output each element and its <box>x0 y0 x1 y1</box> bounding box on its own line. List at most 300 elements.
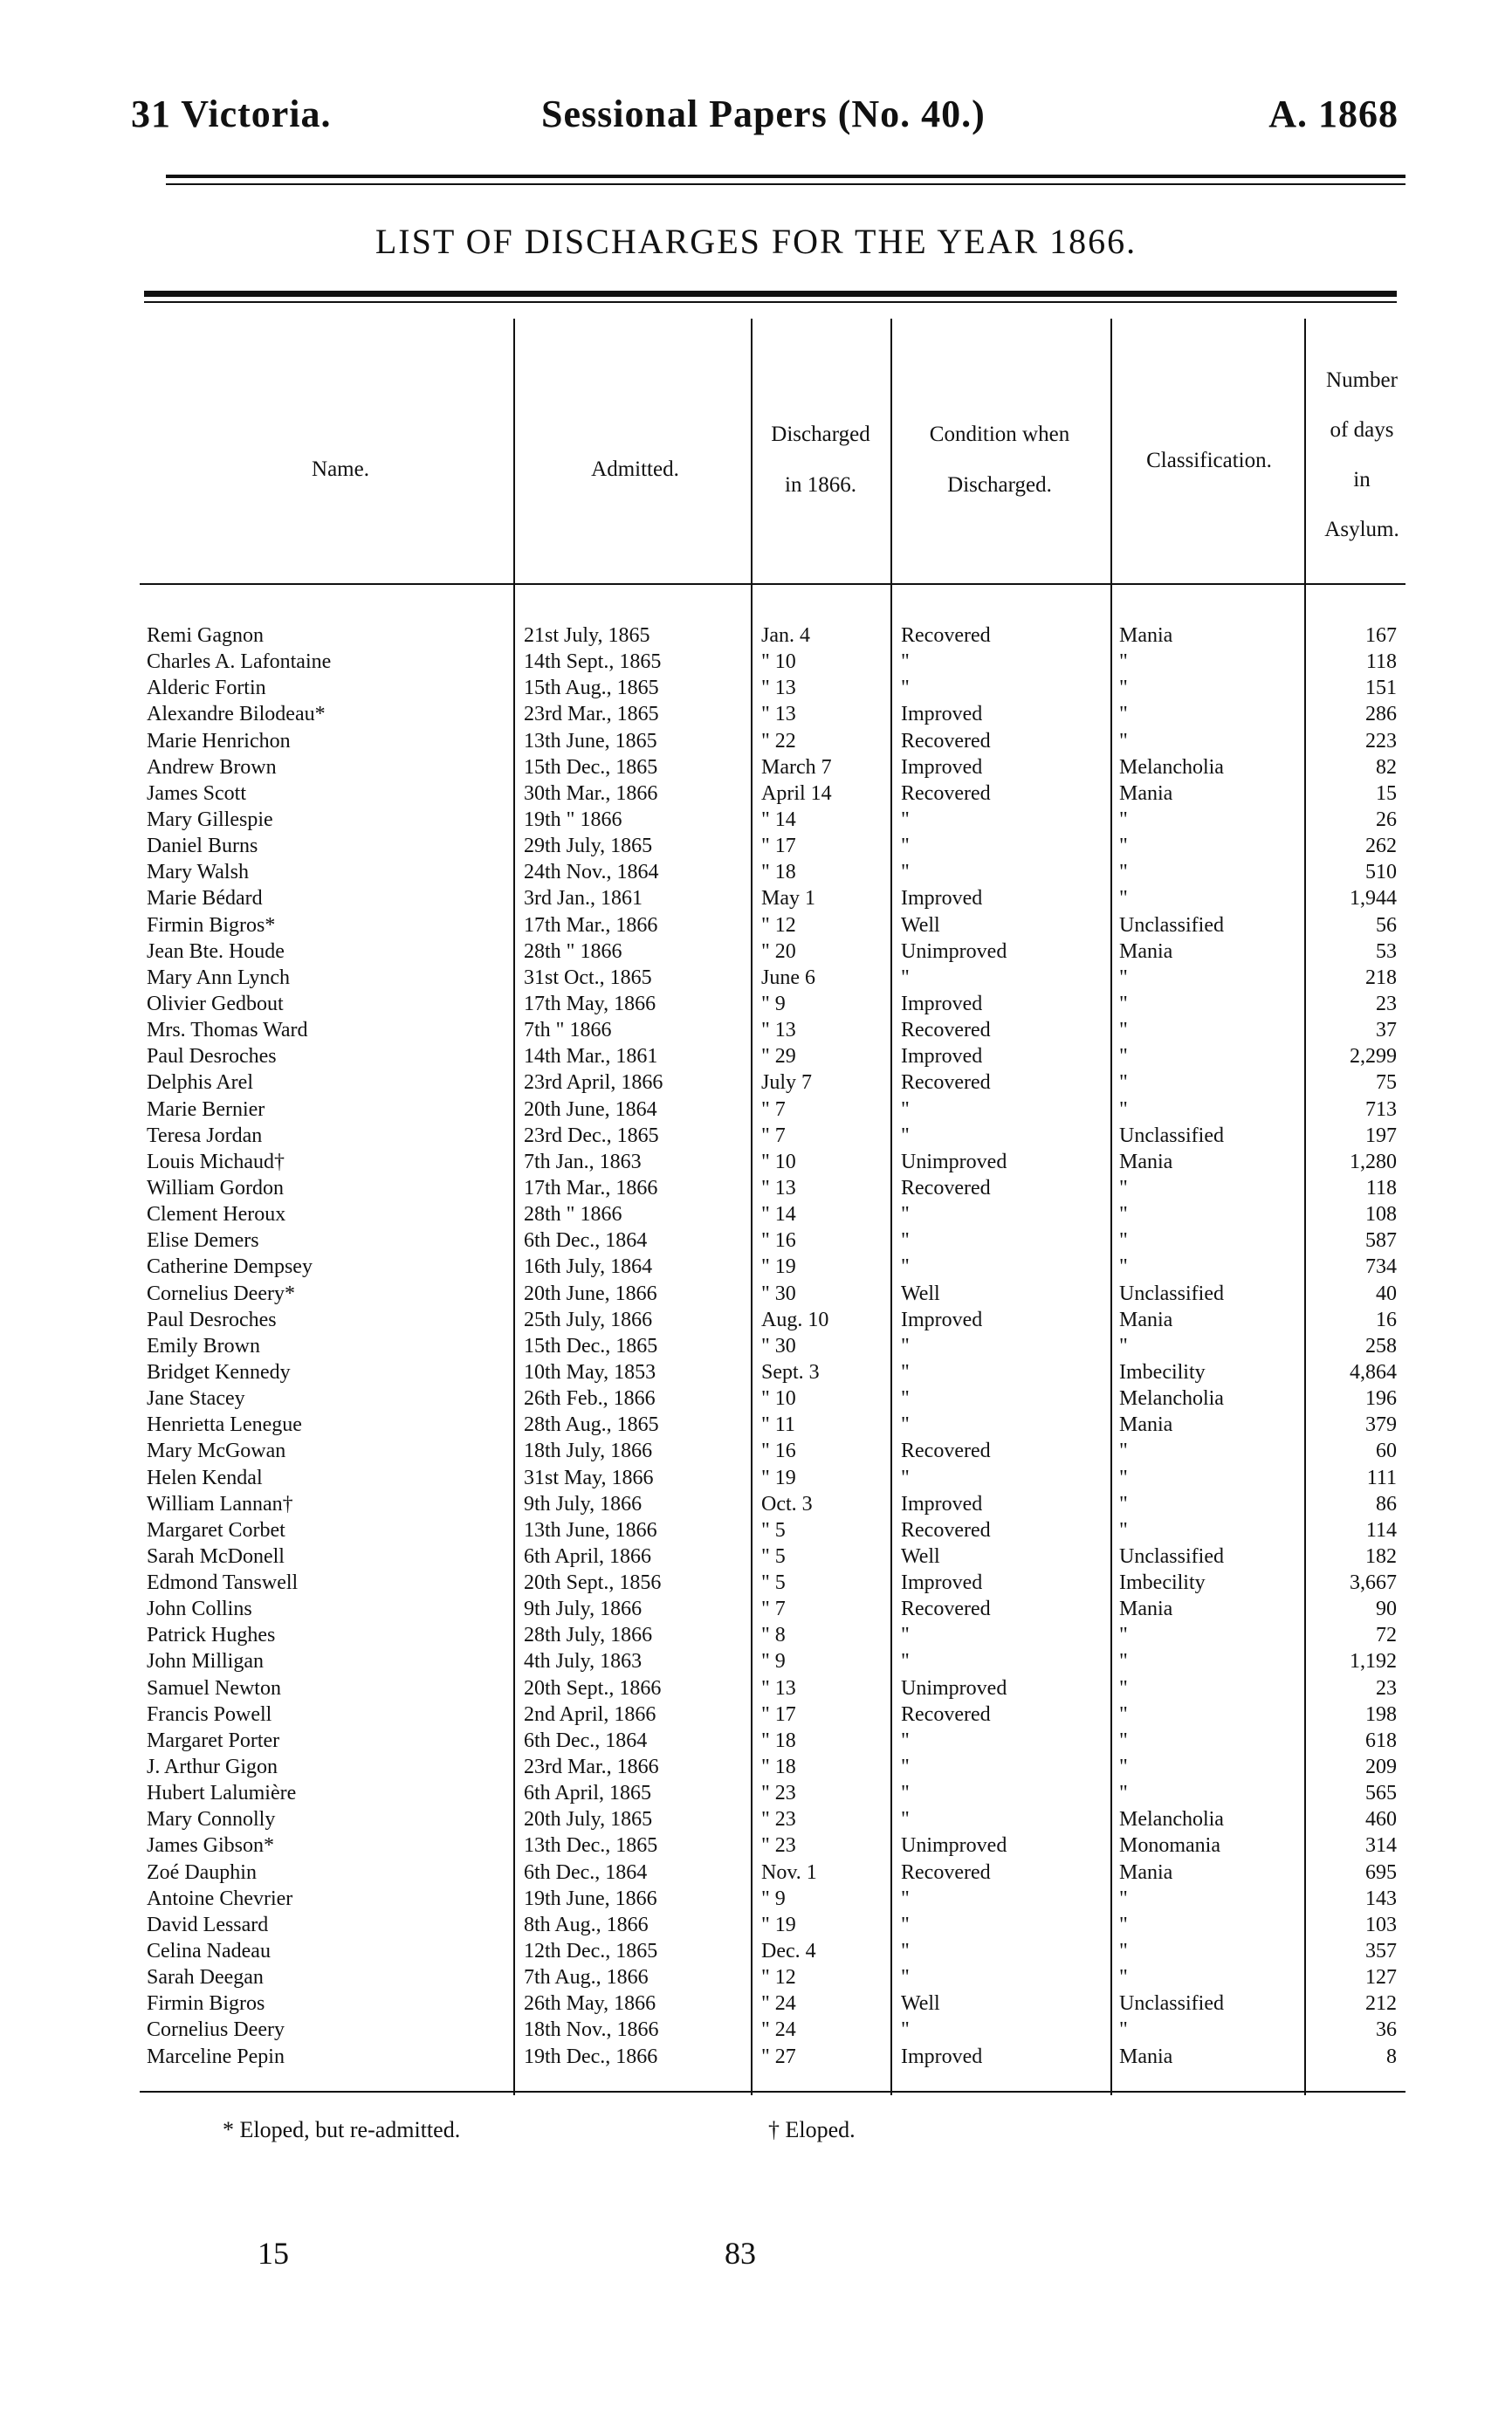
row-condition: Recovered <box>901 1176 991 1200</box>
row-discharged: " 7 <box>761 1097 786 1121</box>
row-name: Jean Bte. Houde <box>147 939 285 963</box>
row-discharged: " 23 <box>761 1808 796 1832</box>
row-admitted: 17th May, 1866 <box>524 992 656 1015</box>
row-days: 379 <box>1365 1413 1397 1437</box>
row-name: John Milligan <box>147 1650 265 1674</box>
row-classification: Imbecility <box>1119 1360 1206 1384</box>
row-name: Olivier Gedbout <box>147 992 284 1015</box>
table-row <box>0 1912 1512 1938</box>
row-classification: " <box>1119 703 1128 726</box>
page-title: LIST OF DISCHARGES FOR THE YEAR 1866. <box>375 222 1137 261</box>
row-discharged: " 7 <box>761 1124 786 1147</box>
row-condition: " <box>901 861 910 884</box>
row-condition: " <box>901 1255 910 1279</box>
row-name: Charles A. Lafontaine <box>147 650 332 674</box>
row-condition: " <box>901 1334 910 1358</box>
row-days: 111 <box>1366 1466 1397 1489</box>
row-classification: " <box>1119 1203 1128 1227</box>
row-name: Clement Heroux <box>147 1203 286 1227</box>
row-classification: " <box>1119 1334 1128 1358</box>
running-header-center: Sessional Papers (No. 40.) <box>541 93 986 135</box>
row-condition: Improved <box>901 2045 983 2068</box>
row-condition: " <box>901 1124 910 1147</box>
row-days: 196 <box>1365 1387 1397 1411</box>
row-classification: Mania <box>1119 1413 1173 1437</box>
table-row <box>0 1043 1512 1069</box>
row-discharged: " 17 <box>761 1702 796 1726</box>
row-condition: " <box>901 1887 910 1910</box>
row-name: Paul Desroches <box>147 1045 277 1069</box>
row-condition: " <box>901 1360 910 1384</box>
row-admitted: 6th April, 1866 <box>524 1544 652 1568</box>
row-days: 143 <box>1365 1887 1397 1910</box>
row-admitted: 20th June, 1866 <box>524 1282 657 1305</box>
row-name: Francis Powell <box>147 1702 272 1726</box>
table-row <box>0 1701 1512 1728</box>
table-row <box>0 1517 1512 1543</box>
row-discharged: " 30 <box>761 1282 796 1305</box>
row-discharged: " 19 <box>761 1913 796 1936</box>
row-classification: Melancholia <box>1119 1387 1224 1411</box>
row-days: 565 <box>1365 1782 1397 1805</box>
row-name: John Collins <box>147 1598 252 1621</box>
table-row <box>0 1543 1512 1570</box>
row-classification: " <box>1119 1255 1128 1279</box>
row-discharged: " 9 <box>761 992 786 1015</box>
row-name: Zoé Dauphin <box>147 1860 257 1884</box>
table-row <box>0 1412 1512 1438</box>
row-admitted: 7th " 1866 <box>524 1019 612 1042</box>
row-admitted: 31st Oct., 1865 <box>524 966 652 989</box>
row-admitted: 21st July, 1865 <box>524 624 650 647</box>
row-discharged: " 10 <box>761 1150 796 1173</box>
row-admitted: 15th Dec., 1865 <box>524 755 658 779</box>
row-admitted: 20th Sept., 1866 <box>524 1676 662 1700</box>
row-discharged: Aug. 10 <box>761 1308 829 1331</box>
row-condition: Unimproved <box>901 1150 1007 1173</box>
row-discharged: " 10 <box>761 650 796 674</box>
table-bottom-rule <box>140 2091 1405 2093</box>
running-header-right: A. 1868 <box>1268 93 1399 135</box>
row-condition: Well <box>901 1282 940 1305</box>
row-admitted: 4th July, 1863 <box>524 1650 643 1674</box>
row-classification: " <box>1119 1019 1128 1042</box>
row-classification: " <box>1119 1492 1128 1516</box>
row-classification: " <box>1119 1229 1128 1253</box>
row-name: William Lannan† <box>147 1492 293 1516</box>
row-discharged: " 27 <box>761 2045 796 2068</box>
row-classification: " <box>1119 1913 1128 1936</box>
row-classification: Unclassified <box>1119 913 1224 937</box>
row-discharged: " 20 <box>761 939 796 963</box>
row-admitted: 28th " 1866 <box>524 1203 622 1227</box>
row-name: Elise Demers <box>147 1229 259 1253</box>
row-condition: Well <box>901 913 940 937</box>
row-condition: Recovered <box>901 1860 991 1884</box>
row-condition: " <box>901 1782 910 1805</box>
row-admitted: 28th " 1866 <box>524 939 622 963</box>
row-days: 212 <box>1365 1992 1397 2016</box>
row-condition: " <box>901 1624 910 1647</box>
table-row <box>0 1938 1512 1964</box>
row-condition: " <box>901 1966 910 1990</box>
table-row <box>0 728 1512 754</box>
row-condition: Well <box>901 1992 940 2016</box>
row-classification: Monomania <box>1119 1834 1220 1858</box>
row-classification: " <box>1119 861 1128 884</box>
row-days: 262 <box>1365 835 1397 858</box>
row-name: Bridget Kennedy <box>147 1360 291 1384</box>
running-header-left: 31 Victoria. <box>131 93 332 135</box>
row-days: 695 <box>1365 1860 1397 1884</box>
row-discharged: " 11 <box>761 1413 795 1437</box>
row-condition: " <box>901 1413 910 1437</box>
row-discharged: " 30 <box>761 1334 796 1358</box>
table-row <box>0 1254 1512 1280</box>
row-discharged: " 24 <box>761 1992 796 2016</box>
row-discharged: Jan. 4 <box>761 624 810 647</box>
row-classification: Mania <box>1119 1860 1173 1884</box>
row-days: 4,864 <box>1350 1360 1397 1384</box>
row-name: Samuel Newton <box>147 1676 281 1700</box>
table-row <box>0 1780 1512 1806</box>
row-classification: " <box>1119 1045 1128 1069</box>
col-head-days-2: of days <box>1330 418 1394 442</box>
row-discharged: " 7 <box>761 1598 786 1621</box>
table-row <box>0 965 1512 991</box>
row-discharged: " 9 <box>761 1887 786 1910</box>
row-name: Firmin Bigros* <box>147 913 276 937</box>
row-name: Mary Ann Lynch <box>147 966 290 989</box>
row-days: 23 <box>1376 992 1397 1015</box>
table-row <box>0 1570 1512 1596</box>
row-name: Celina Nadeau <box>147 1940 271 1963</box>
table-row <box>0 807 1512 833</box>
row-name: Delphis Arel <box>147 1071 253 1095</box>
row-days: 16 <box>1376 1308 1397 1331</box>
row-admitted: 15th Dec., 1865 <box>524 1334 658 1358</box>
row-admitted: 6th April, 1865 <box>524 1782 652 1805</box>
row-days: 151 <box>1365 677 1397 700</box>
table-row <box>0 1648 1512 1674</box>
table-row <box>0 701 1512 727</box>
table-row <box>0 1990 1512 2017</box>
row-admitted: 31st May, 1866 <box>524 1466 654 1489</box>
row-discharged: " 10 <box>761 1387 796 1411</box>
row-days: 460 <box>1365 1808 1397 1832</box>
row-days: 114 <box>1365 1518 1397 1542</box>
row-admitted: 13th Dec., 1865 <box>524 1834 658 1858</box>
row-days: 72 <box>1376 1624 1397 1647</box>
col-head-condition-2: Discharged. <box>947 473 1052 497</box>
row-admitted: 28th Aug., 1865 <box>524 1413 659 1437</box>
row-classification: Mania <box>1119 1150 1173 1173</box>
row-days: 15 <box>1376 781 1397 805</box>
row-admitted: 30th Mar., 1866 <box>524 781 658 805</box>
row-admitted: 14th Mar., 1861 <box>524 1045 658 1069</box>
row-name: Sarah Deegan <box>147 1966 264 1990</box>
row-days: 218 <box>1365 966 1397 989</box>
row-days: 103 <box>1365 1913 1397 1936</box>
row-days: 258 <box>1365 1334 1397 1358</box>
row-classification: " <box>1119 2018 1128 2042</box>
row-condition: Improved <box>901 1045 983 1069</box>
row-classification: " <box>1119 1676 1128 1700</box>
row-discharged: " 13 <box>761 677 796 700</box>
row-days: 713 <box>1365 1097 1397 1121</box>
row-name: James Gibson* <box>147 1834 274 1858</box>
row-condition: Well <box>901 1544 940 1568</box>
row-admitted: 7th Aug., 1866 <box>524 1966 649 1990</box>
header-rule-thick <box>166 175 1405 178</box>
table-row <box>0 622 1512 649</box>
row-days: 167 <box>1365 624 1397 647</box>
row-name: Cornelius Deery* <box>147 1282 295 1305</box>
table-row <box>0 1491 1512 1517</box>
row-days: 197 <box>1365 1124 1397 1147</box>
row-classification: Mania <box>1119 624 1173 647</box>
row-name: Hubert Lalumière <box>147 1782 297 1805</box>
row-days: 8 <box>1386 2045 1397 2068</box>
row-days: 1,192 <box>1350 1650 1397 1674</box>
row-classification: " <box>1119 650 1128 674</box>
col-head-days-3: in <box>1353 468 1371 492</box>
table-row <box>0 1622 1512 1648</box>
row-admitted: 20th Sept., 1856 <box>524 1571 662 1595</box>
row-condition: " <box>901 1756 910 1779</box>
discharges-table-body <box>0 622 1512 2070</box>
row-name: Daniel Burns <box>147 835 258 858</box>
row-discharged: " 13 <box>761 1676 796 1700</box>
row-discharged: Sept. 3 <box>761 1360 820 1384</box>
row-admitted: 26th May, 1866 <box>524 1992 656 2016</box>
row-name: William Gordon <box>147 1176 285 1200</box>
row-classification: " <box>1119 808 1128 831</box>
row-discharged: " 22 <box>761 729 796 753</box>
row-condition: " <box>901 1940 910 1963</box>
row-condition: Unimproved <box>901 1834 1007 1858</box>
table-row <box>0 675 1512 701</box>
table-row <box>0 1333 1512 1359</box>
row-days: 618 <box>1365 1729 1397 1752</box>
table-row <box>0 1281 1512 1307</box>
title-rule-thick <box>144 291 1397 297</box>
row-discharged: " 5 <box>761 1518 786 1542</box>
col-head-discharged-2: in 1866. <box>785 473 856 497</box>
table-row <box>0 885 1512 911</box>
row-admitted: 19th Dec., 1866 <box>524 2045 658 2068</box>
row-admitted: 23rd Mar., 1866 <box>524 1756 659 1779</box>
table-row <box>0 649 1512 675</box>
row-name: Henrietta Lenegue <box>147 1413 302 1437</box>
row-name: Mary Gillespie <box>147 808 273 831</box>
row-condition: " <box>901 1466 910 1489</box>
row-name: Antoine Chevrier <box>147 1887 293 1910</box>
row-condition: " <box>901 1913 910 1936</box>
table-row <box>0 2044 1512 2070</box>
row-name: Mary Connolly <box>147 1808 276 1832</box>
row-admitted: 23rd April, 1866 <box>524 1071 663 1095</box>
row-admitted: 17th Mar., 1866 <box>524 1176 658 1200</box>
col-head-admitted: Admitted. <box>591 457 679 481</box>
table-row <box>0 1307 1512 1333</box>
column-head-rule <box>140 583 1405 585</box>
row-name: Margaret Corbet <box>147 1518 285 1542</box>
row-name: David Lessard <box>147 1913 269 1936</box>
row-discharged: " 19 <box>761 1255 796 1279</box>
row-name: Catherine Dempsey <box>147 1255 313 1279</box>
table-row <box>0 1886 1512 1912</box>
row-classification: Mania <box>1119 2045 1173 2068</box>
col-head-classification: Classification. <box>1146 449 1272 472</box>
row-admitted: 6th Dec., 1864 <box>524 1229 648 1253</box>
row-days: 1,944 <box>1350 887 1397 911</box>
row-admitted: 13th June, 1865 <box>524 729 657 753</box>
table-row <box>0 938 1512 965</box>
row-admitted: 23rd Mar., 1865 <box>524 703 659 726</box>
row-name: Edmond Tanswell <box>147 1571 299 1595</box>
row-admitted: 18th Nov., 1866 <box>524 2018 659 2042</box>
row-name: Marie Henrichon <box>147 729 291 753</box>
row-name: Margaret Porter <box>147 1729 280 1752</box>
row-name: Mary McGowan <box>147 1440 286 1463</box>
row-name: Marie Bédard <box>147 887 263 911</box>
row-classification: " <box>1119 729 1128 753</box>
row-admitted: 24th Nov., 1864 <box>524 861 659 884</box>
row-name: Firmin Bigros <box>147 1992 265 2016</box>
row-classification: " <box>1119 1624 1128 1647</box>
row-days: 127 <box>1365 1966 1397 1990</box>
row-days: 357 <box>1365 1940 1397 1963</box>
footnote-eloped: † Eloped. <box>768 2117 856 2142</box>
row-condition: Recovered <box>901 729 991 753</box>
row-discharged: " 18 <box>761 861 796 884</box>
row-condition: " <box>901 1808 910 1832</box>
row-discharged: May 1 <box>761 887 815 911</box>
row-discharged: " 14 <box>761 1203 796 1227</box>
row-condition: " <box>901 966 910 989</box>
row-classification: " <box>1119 1702 1128 1726</box>
row-discharged: " 12 <box>761 1966 796 1990</box>
col-head-name: Name. <box>312 457 369 481</box>
row-classification: Mania <box>1119 781 1173 805</box>
row-name: Louis Michaud† <box>147 1150 285 1173</box>
row-name: Emily Brown <box>147 1334 260 1358</box>
row-days: 182 <box>1365 1544 1397 1568</box>
table-row <box>0 2017 1512 2043</box>
col-head-condition-1: Condition when <box>929 423 1070 446</box>
row-admitted: 6th Dec., 1864 <box>524 1860 648 1884</box>
row-classification: " <box>1119 1756 1128 1779</box>
table-row <box>0 1069 1512 1096</box>
row-condition: " <box>901 1097 910 1121</box>
row-days: 3,667 <box>1350 1571 1397 1595</box>
row-classification: Melancholia <box>1119 1808 1224 1832</box>
row-name: Alderic Fortin <box>147 677 266 700</box>
row-discharged: " 12 <box>761 913 796 937</box>
row-discharged: " 8 <box>761 1624 786 1647</box>
row-admitted: 14th Sept., 1865 <box>524 650 662 674</box>
row-admitted: 28th July, 1866 <box>524 1624 653 1647</box>
row-classification: " <box>1119 1518 1128 1542</box>
row-discharged: " 29 <box>761 1045 796 1069</box>
row-classification: Mania <box>1119 1598 1173 1621</box>
row-name: Mary Walsh <box>147 861 249 884</box>
table-row <box>0 1728 1512 1754</box>
row-days: 2,299 <box>1350 1045 1397 1069</box>
row-discharged: " 5 <box>761 1544 786 1568</box>
row-classification: Unclassified <box>1119 1992 1224 2016</box>
row-name: Patrick Hughes <box>147 1624 276 1647</box>
row-name: Andrew Brown <box>147 755 277 779</box>
table-row <box>0 859 1512 885</box>
row-classification: " <box>1119 1729 1128 1752</box>
row-days: 40 <box>1376 1282 1397 1305</box>
table-row <box>0 1806 1512 1832</box>
row-classification: " <box>1119 1966 1128 1990</box>
row-days: 60 <box>1376 1440 1397 1463</box>
row-days: 37 <box>1376 1019 1397 1042</box>
row-discharged: " 16 <box>761 1440 796 1463</box>
row-name: James Scott <box>147 781 246 805</box>
row-condition: Recovered <box>901 1019 991 1042</box>
row-days: 86 <box>1376 1492 1397 1516</box>
row-classification: " <box>1119 1782 1128 1805</box>
row-admitted: 23rd Dec., 1865 <box>524 1124 659 1147</box>
row-admitted: 26th Feb., 1866 <box>524 1387 656 1411</box>
row-days: 36 <box>1376 2018 1397 2042</box>
row-admitted: 12th Dec., 1865 <box>524 1940 658 1963</box>
row-classification: Mania <box>1119 939 1173 963</box>
row-admitted: 9th July, 1866 <box>524 1492 643 1516</box>
page-number-center: 83 <box>725 2236 756 2271</box>
row-name: Alexandre Bilodeau* <box>147 703 326 726</box>
col-head-discharged-1: Discharged <box>771 423 870 446</box>
row-days: 23 <box>1376 1676 1397 1700</box>
row-condition: Recovered <box>901 624 991 647</box>
row-condition: Recovered <box>901 781 991 805</box>
row-classification: Unclassified <box>1119 1544 1224 1568</box>
row-discharged: March 7 <box>761 755 832 779</box>
row-condition: Improved <box>901 755 983 779</box>
row-classification: Imbecility <box>1119 1571 1206 1595</box>
row-admitted: 29th July, 1865 <box>524 835 653 858</box>
row-discharged: " 5 <box>761 1571 786 1595</box>
row-admitted: 10th May, 1853 <box>524 1360 656 1384</box>
row-classification: " <box>1119 992 1128 1015</box>
row-days: 286 <box>1365 703 1397 726</box>
table-row <box>0 1175 1512 1201</box>
table-row <box>0 1201 1512 1227</box>
row-classification: " <box>1119 1466 1128 1489</box>
row-admitted: 15th Aug., 1865 <box>524 677 659 700</box>
row-classification: Melancholia <box>1119 755 1224 779</box>
table-row <box>0 1465 1512 1491</box>
row-admitted: 19th " 1866 <box>524 808 622 831</box>
row-discharged: " 23 <box>761 1834 796 1858</box>
row-days: 223 <box>1365 729 1397 753</box>
row-condition: Recovered <box>901 1440 991 1463</box>
row-admitted: 8th Aug., 1866 <box>524 1913 649 1936</box>
table-row <box>0 1596 1512 1622</box>
row-classification: Unclassified <box>1119 1124 1224 1147</box>
row-discharged: Oct. 3 <box>761 1492 813 1516</box>
row-name: Remi Gagnon <box>147 624 264 647</box>
title-rule-thin <box>144 301 1397 303</box>
row-discharged: Dec. 4 <box>761 1940 816 1963</box>
row-name: Marie Bernier <box>147 1097 265 1121</box>
row-condition: Recovered <box>901 1598 991 1621</box>
